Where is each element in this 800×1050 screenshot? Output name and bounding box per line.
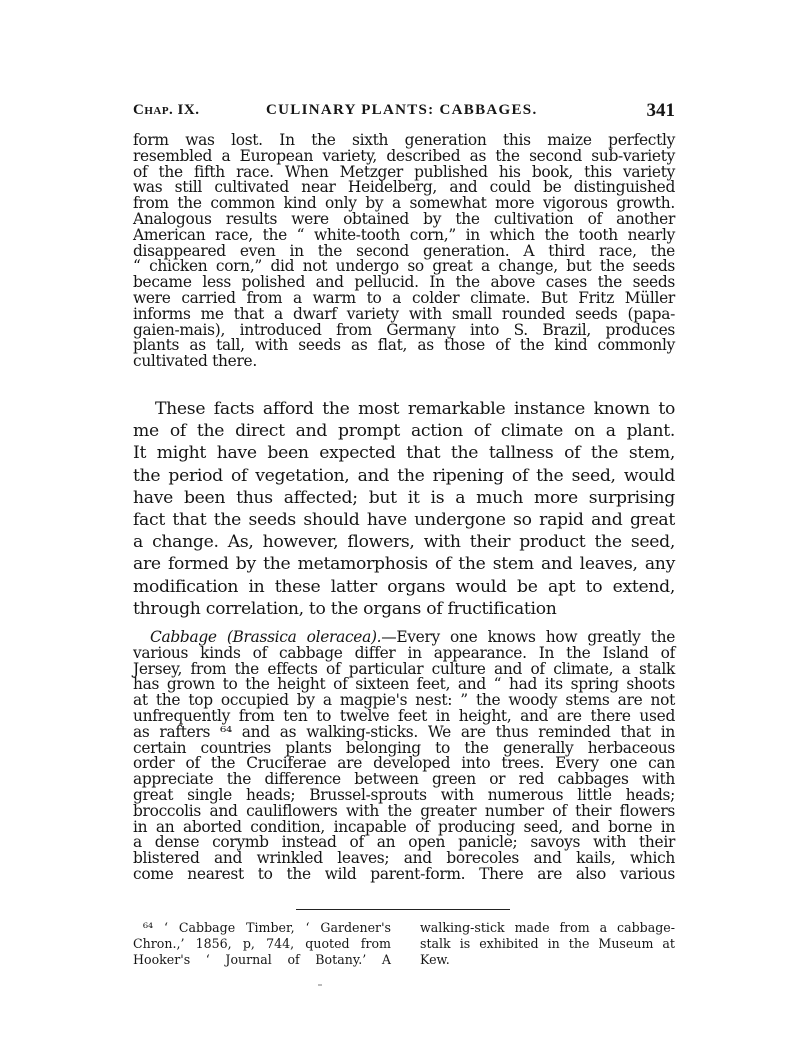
text-line: Analogous results were obtained by the cultivation of another: [133, 209, 675, 228]
footnote-right-column: [420, 920, 675, 969]
text-line: come nearest to the wild parent-form. There are also various: [133, 864, 675, 883]
footnote-line: Chron.,’ 1856, p, 744, quoted from: [133, 936, 391, 952]
text-line: has grown to the height of sixteen feet, and “ had its spring shoots: [133, 675, 675, 694]
facts-paragraph: [133, 398, 675, 620]
text-line: a change. As, however, flowers, with their product the seed,: [133, 532, 675, 553]
text-line: plants as tall, with seeds as flat, as those of the kind commonly: [133, 336, 675, 355]
text-line-rest: —Every one knows how greatly the: [381, 628, 675, 646]
text-line: appreciate the difference between green or red cabbages with: [133, 770, 675, 789]
text-line: have been thus affected; but it is a much more surprising: [133, 487, 675, 508]
text-line: informs me that a dwarf variety with small rounded seeds (papa-: [133, 304, 675, 323]
text-line: a dense corymb instead of an open panicle; savoys with their: [133, 833, 675, 852]
running-header: [133, 100, 675, 124]
text-line: of the fifth race. When Metzger published his book, this variety: [133, 162, 675, 181]
text-line: was still cultivated near Heidelberg, and could be distinguished: [133, 178, 675, 197]
text-line: modification in these latter organs would be apt to extend,: [133, 576, 675, 597]
text-line: disappeared even in the second generation. A third race, the: [133, 241, 675, 260]
text-line: American race, the “ white-tooth corn,” in which the tooth nearly: [133, 225, 675, 244]
text-line: These facts afford the most remarkable instance known to: [155, 399, 675, 419]
footnote-line: Hooker's ‘ Journal of Botany.’ A: [133, 952, 391, 968]
footnote-line: Kew.: [420, 952, 450, 968]
text-line: are formed by the metamorphosis of the stem and leaves, any: [133, 554, 675, 575]
text-line: blistered and wrinkled leaves; and borecoles and kails, which: [133, 849, 675, 868]
text-line: as rafters ⁶⁴ and as walking-sticks. We are thus reminded that in: [133, 722, 675, 741]
text-line: me of the direct and prompt action of climate on a plant.: [133, 421, 675, 442]
text-line: various kinds of cabbage differ in appearance. In the Island of: [133, 643, 675, 662]
text-line: through correlation, to the organs of fructification: [133, 598, 557, 619]
text-line: the period of vegetation, and the ripening of the seed, would: [133, 465, 675, 486]
text-line: Jersey, from the effects of particular culture and of climate, a stalk: [133, 659, 675, 678]
text-line: gaien-mais), introduced from Germany into S. Brazil, produces: [133, 320, 675, 339]
footnote-line: stalk is exhibited in the Museum at: [420, 936, 675, 952]
text-line: fact that the seeds should have undergone so rapid and great: [133, 510, 675, 531]
text-line: “ chicken corn,” did not undergo so great a change, but the seeds: [133, 257, 675, 276]
text-line: cultivated there.: [133, 352, 257, 371]
footnote-left-column: [133, 920, 391, 969]
footnote-line: walking-stick made from a cabbage-: [420, 920, 675, 935]
chapter-label: Chap. IX.: [133, 102, 200, 118]
maize-paragraph: [133, 133, 675, 370]
footnote-line: ⁶⁴ ‘ Cabbage Timber, ‘ Gardener's: [143, 920, 391, 935]
text-line: great single heads; Brussel-sprouts with numerous little heads;: [133, 785, 675, 804]
text-line: broccolis and cauliflowers with the greater number of their flowers: [133, 801, 675, 820]
footnote-divider: [296, 909, 510, 910]
text-line: unfrequently from ten to twelve feet in height, and are there used: [133, 706, 675, 725]
text-line: from the common kind only by a somewhat more vigorous growth.: [133, 194, 675, 213]
print-speck: [318, 984, 322, 986]
text-line: order of the Cruciferae are developed into trees. Every one can: [133, 754, 675, 773]
text-line: certain countries plants belonging to the generally herbaceous: [133, 738, 675, 757]
cabbage-paragraph: [133, 630, 675, 883]
text-line: It might have been expected that the tallness of the stem,: [133, 443, 675, 464]
text-line: at the top occupied by a magpie's nest: ” the woody stems are not: [133, 691, 675, 710]
text-line: became less polished and pellucid. In the above cases the seeds: [133, 273, 675, 292]
section-title: Cabbage (Brassica oleracea).: [150, 628, 382, 646]
page-number: 341: [646, 100, 675, 121]
text-line: in an aborted condition, incapable of producing seed, and borne in: [133, 817, 675, 836]
running-title: CULINARY PLANTS: CABBAGES.: [266, 102, 538, 118]
text-line: were carried from a warm to a colder climate. But Fritz Müller: [133, 288, 675, 307]
text-line: form was lost. In the sixth generation this maize perfectly: [133, 131, 675, 149]
text-line: resembled a European variety, described as the second sub-variety: [133, 146, 675, 165]
